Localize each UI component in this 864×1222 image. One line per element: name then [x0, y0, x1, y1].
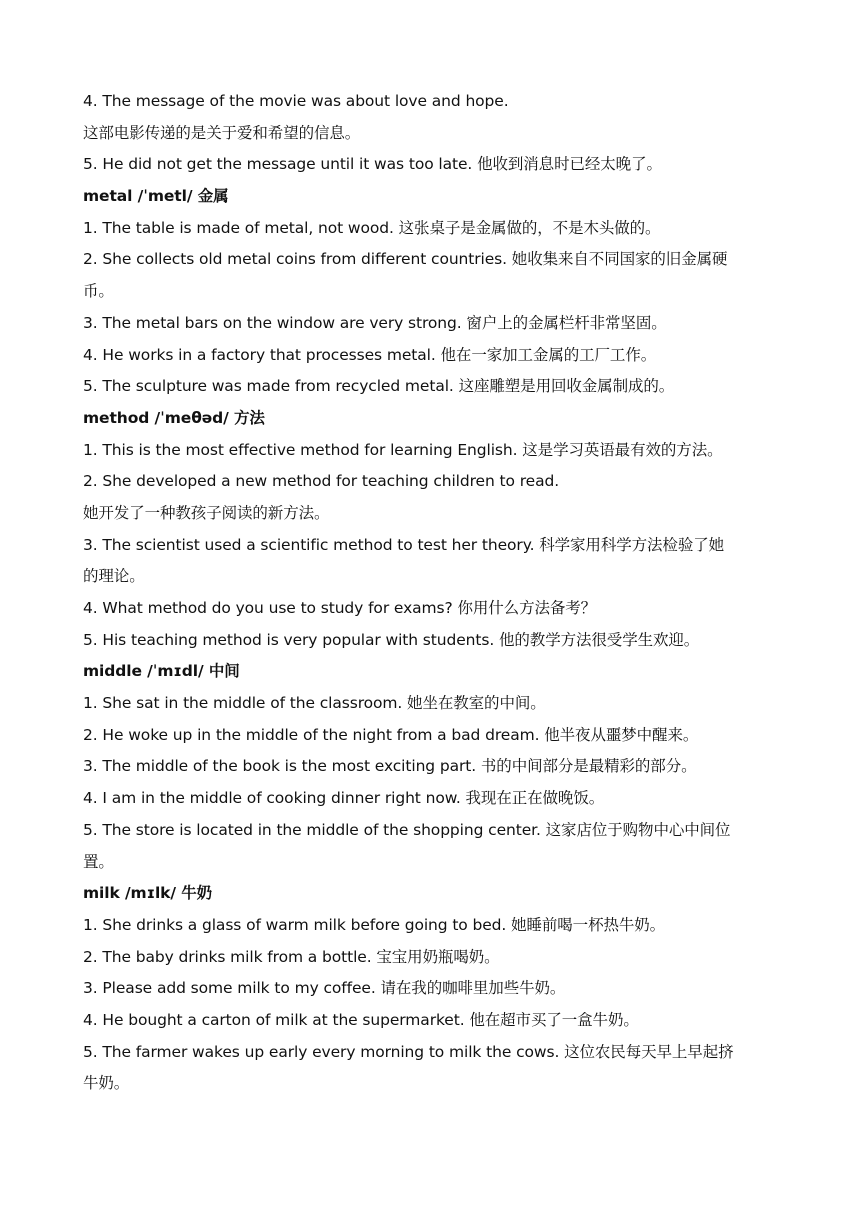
example-translation: 她开发了一种教孩子阅读的新方法。 — [83, 503, 330, 522]
example-translation: 这部电影传递的是关于爱和希望的信息。 — [83, 123, 361, 142]
example-sentence: 3. The middle of the book is the most exciting part. 书的中间部分是最精彩的部分。 — [83, 757, 697, 776]
word-heading-method: method /ˈmeθəd/ 方法 — [83, 408, 265, 427]
example-sentence-continuation: 的理论。 — [83, 567, 145, 586]
example-sentence-continuation: 置。 — [83, 852, 114, 871]
example-sentence: 5. The sculpture was made from recycled metal. 这座雕塑是用回收金属制成的。 — [83, 377, 675, 396]
example-sentence: 5. The farmer wakes up early every morning to milk the cows. 这位农民每天早上早起挤 — [83, 1042, 734, 1061]
example-sentence-continuation: 牛奶。 — [83, 1074, 130, 1093]
example-sentence: 2. He woke up in the middle of the night from a bad dream. 他半夜从噩梦中醒来。 — [83, 725, 699, 744]
word-heading-milk: milk /mɪlk/ 牛奶 — [83, 884, 213, 903]
example-sentence: 3. The metal bars on the window are very strong. 窗户上的金属栏杆非常坚固。 — [83, 313, 667, 332]
example-sentence: 3. Please add some milk to my coffee. 请在我的咖啡里加些牛奶。 — [83, 979, 566, 998]
word-heading-middle: middle /ˈmɪdl/ 中间 — [83, 662, 240, 681]
example-sentence: 4. What method do you use to study for exams? 你用什么方法备考？ — [83, 599, 597, 617]
word-heading-metal: metal /ˈmetl/ 金属 — [83, 187, 229, 206]
example-sentence: 2. The baby drinks milk from a bottle. 宝宝用奶瓶喝奶。 — [83, 947, 500, 966]
example-sentence: 3. The scientist used a scientific method to test her theory. 科学家用科学方法检验了她 — [83, 535, 725, 554]
example-sentence: 4. He bought a carton of milk at the supermarket. 他在超市买了一盒牛奶。 — [83, 1010, 639, 1029]
example-sentence: 5. His teaching method is very popular with students. 他的教学方法很受学生欢迎。 — [83, 630, 700, 649]
vocabulary-text-body — [83, 86, 783, 1100]
example-sentence: 1. She sat in the middle of the classroom. 她坐在教室的中间。 — [83, 694, 546, 713]
example-sentence: 4. I am in the middle of cooking dinner right now. 我现在正在做晚饭。 — [83, 789, 605, 808]
example-sentence: 5. He did not get the message until it was too late. 他收到消息时已经太晚了。 — [83, 155, 662, 174]
example-sentence: 1. This is the most effective method for learning English. 这是学习英语最有效的方法。 — [83, 440, 723, 459]
example-sentence: 2. She developed a new method for teaching children to read. — [83, 472, 560, 491]
example-sentence: 5. The store is located in the middle of the shopping center. 这家店位于购物中心中间位 — [83, 820, 731, 839]
example-sentence: 1. The table is made of metal, not wood. 这张桌子是金属做的，不是木头做的。 — [83, 218, 661, 237]
example-sentence: 1. She drinks a glass of warm milk before going to bed. 她睡前喝一杯热牛奶。 — [83, 915, 666, 934]
example-sentence: 4. The message of the movie was about love and hope. — [83, 92, 509, 110]
example-sentence: 2. She collects old metal coins from different countries. 她收集来自不同国家的旧金属硬 — [83, 250, 728, 269]
example-sentence-continuation: 币。 — [83, 282, 114, 301]
example-sentence: 4. He works in a factory that processes metal. 他在一家加工金属的工厂工作。 — [83, 345, 657, 364]
